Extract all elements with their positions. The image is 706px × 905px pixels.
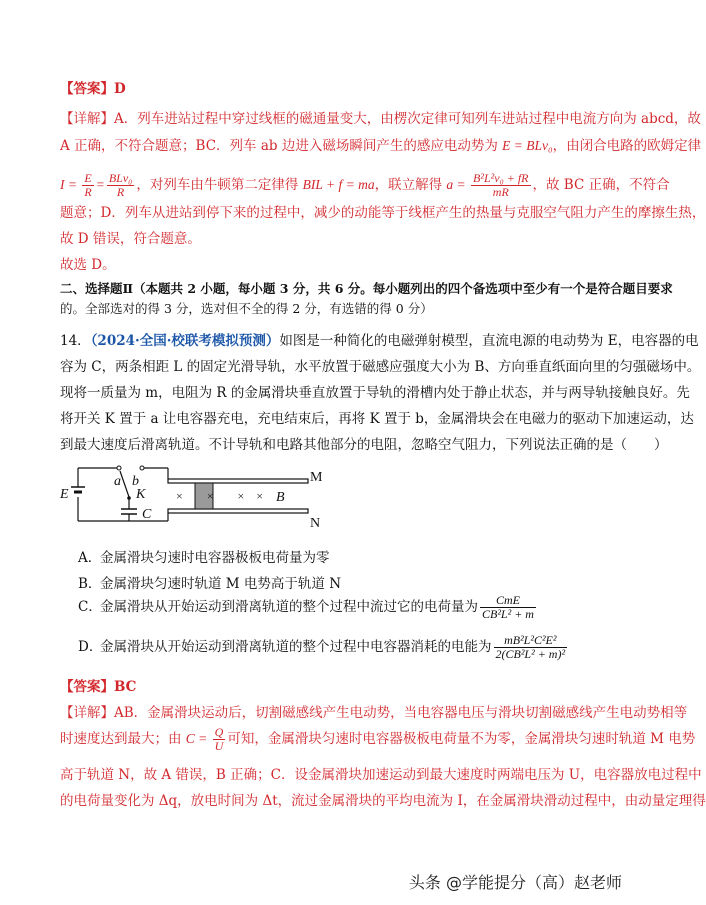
option-C[interactable]: C．金属滑块从开始运动到滑离轨道的整个过程中流过它的电荷量为 $\frac{\text{CmE}}{\text{CB²L² + m}}$ xyxy=(78,593,534,621)
section-title: 二、选择题Ⅱ（本题共 2 小题，每小题 3 分，共 6 分。每小题列出的四个备选项中至少有一个是符合题目要求 xyxy=(60,281,673,296)
fraction-acceleration: $\frac{\text{B²L²v₀ + fR}}{mR}$ xyxy=(473,171,529,199)
emf-formula: E = BLv₀ xyxy=(502,138,553,153)
q14-stem-line-5: 到最大速度后滑离轨道。不计导轨和电路其他部分的电阻，忽略空气阻力，下列说法正确的是（ ） xyxy=(60,437,668,453)
q14-answer-label: 【答案】BC xyxy=(60,679,137,695)
field-marks: × × × × xyxy=(176,489,264,503)
q13-expl-line-6: 故选 D。 xyxy=(60,257,116,273)
q14-stem-line-4: 将开关 K 置于 a 让电容器充电，充电结束后，再将 K 置于 b，金属滑块会在电磁力的驱动下加速运动，达 xyxy=(60,411,694,427)
fraction-Q-over-U: $\frac{Q}{U}$ xyxy=(214,725,224,753)
rail-N xyxy=(168,509,308,513)
q13-answer-label: 【答案】D xyxy=(60,81,126,97)
contact-a xyxy=(117,466,121,470)
watermark: 头条 @学能提分（高）赵老师 xyxy=(408,873,622,892)
label-b: b xyxy=(132,474,139,489)
q13-expl-line-1: 【详解】A．列车进站过程中穿过线框的磁通量变大，由楞次定律可知列车进站过程中电流方向为 abcd，故 xyxy=(60,111,701,127)
label-K: K xyxy=(136,487,146,502)
switch-K xyxy=(120,471,129,497)
q13-expl-line-3: I = $\frac{E}{R}$ = $\frac{\text{BLv₀}}{R}$ ，对列车由牛顿第二定律得 BIL + f = ma，联立解得 a = $\frac{\text{B²L²v₀ + fR}}{mR}$ ，故 BC 正确，不符合 xyxy=(60,171,670,199)
label-B: B xyxy=(276,490,285,505)
q14-stem-line-2: 容为 C，两条相距 L 的固定光滑导轨，水平放置于磁感应强度大小为 B、方向垂直纸面向里的匀强磁场中。 xyxy=(60,359,701,375)
q14-stem-line-1: 14．（2024·全国·校联考模拟预测）如图是一种简化的电磁弹射模型，直流电源的电动势为 E，电容器的电 xyxy=(60,333,699,349)
q14-expl-line-4: 的电荷量变化为 Δq，放电时间为 Δt，流过金属滑块的平均电流为 I，在金属滑块滑动过程中，由动量定理得 xyxy=(60,793,706,809)
fraction-BLv0-over-R: $\frac{\text{BLv₀}}{R}$ xyxy=(108,171,133,199)
label-M: M xyxy=(310,470,323,485)
fraction-E-over-R: $\frac{E}{R}$ xyxy=(84,171,92,199)
q14-source: （2024·全国·校联考模拟预测） xyxy=(90,333,280,349)
label-N: N xyxy=(310,516,321,531)
q14-expl-line-2: 时速度达到最大；由 C = $\frac{Q}{U}$ 可知，金属滑块匀速时电容器极板电荷量不为零，金属滑块匀速时轨道 M 电势 xyxy=(60,725,696,753)
section-title-line-2: 的。全部选对的得 3 分，选对但不全的得 2 分，有选错的得 0 分） xyxy=(60,301,433,316)
label-E: E xyxy=(60,487,69,502)
option-D[interactable]: D．金属滑块从开始运动到滑离轨道的整个过程中电容器消耗的电能为 $\frac{\text{mB²L²C²E²}}{\text{2(CB²L² + m)²}}$ xyxy=(78,633,566,661)
contact-b xyxy=(140,466,144,470)
q13-expl-line-2: A 正确，不符合题意；BC．列车 ab 边进入磁场瞬间产生的感应电动势为 E = BLv₀，由闭合电路的欧姆定律 xyxy=(60,138,702,154)
label-C: C xyxy=(142,507,152,522)
rail-M xyxy=(168,479,308,483)
label-a: a xyxy=(114,474,121,489)
q14-expl-line-3: 高于轨道 N，故 A 错误，B 正确；C．设金属滑块加速运动到最大速度时两端电压为 U，电容器放电过程中 xyxy=(60,767,702,783)
q14-expl-line-1: 【详解】AB．金属滑块运动后，切割磁感线产生电动势，当电容器电压与滑块切割磁感线产生电动势相等 xyxy=(60,705,688,721)
q14-number: 14． xyxy=(60,333,91,349)
q13-expl-line-4: 题意；D．列车从进站到停下来的过程中，减少的动能等于线框产生的热量与克服空气阻力产生的摩擦生热， xyxy=(60,205,706,221)
option-B[interactable]: B．金属滑块匀速时轨道 M 电势高于轨道 N xyxy=(78,576,342,592)
circuit-diagram xyxy=(58,463,328,535)
option-A[interactable]: A．金属滑块匀速时电容器极板电荷量为零 xyxy=(78,550,330,566)
fraction-energy: $\frac{\text{mB²L²C²E²}}{\text{2(CB²L² + m)²}}$ xyxy=(495,633,566,661)
fraction-charge: $\frac{\text{CmE}}{\text{CB²L² + m}}$ xyxy=(482,593,534,621)
q13-expl-line-5: 故 D 错误，符合题意。 xyxy=(60,231,201,247)
q14-stem-line-3: 现将一质量为 m，电阻为 R 的金属滑块垂直放置于导轨的滑槽内处于静止状态，并与两导轨接触良好。先 xyxy=(60,385,690,401)
